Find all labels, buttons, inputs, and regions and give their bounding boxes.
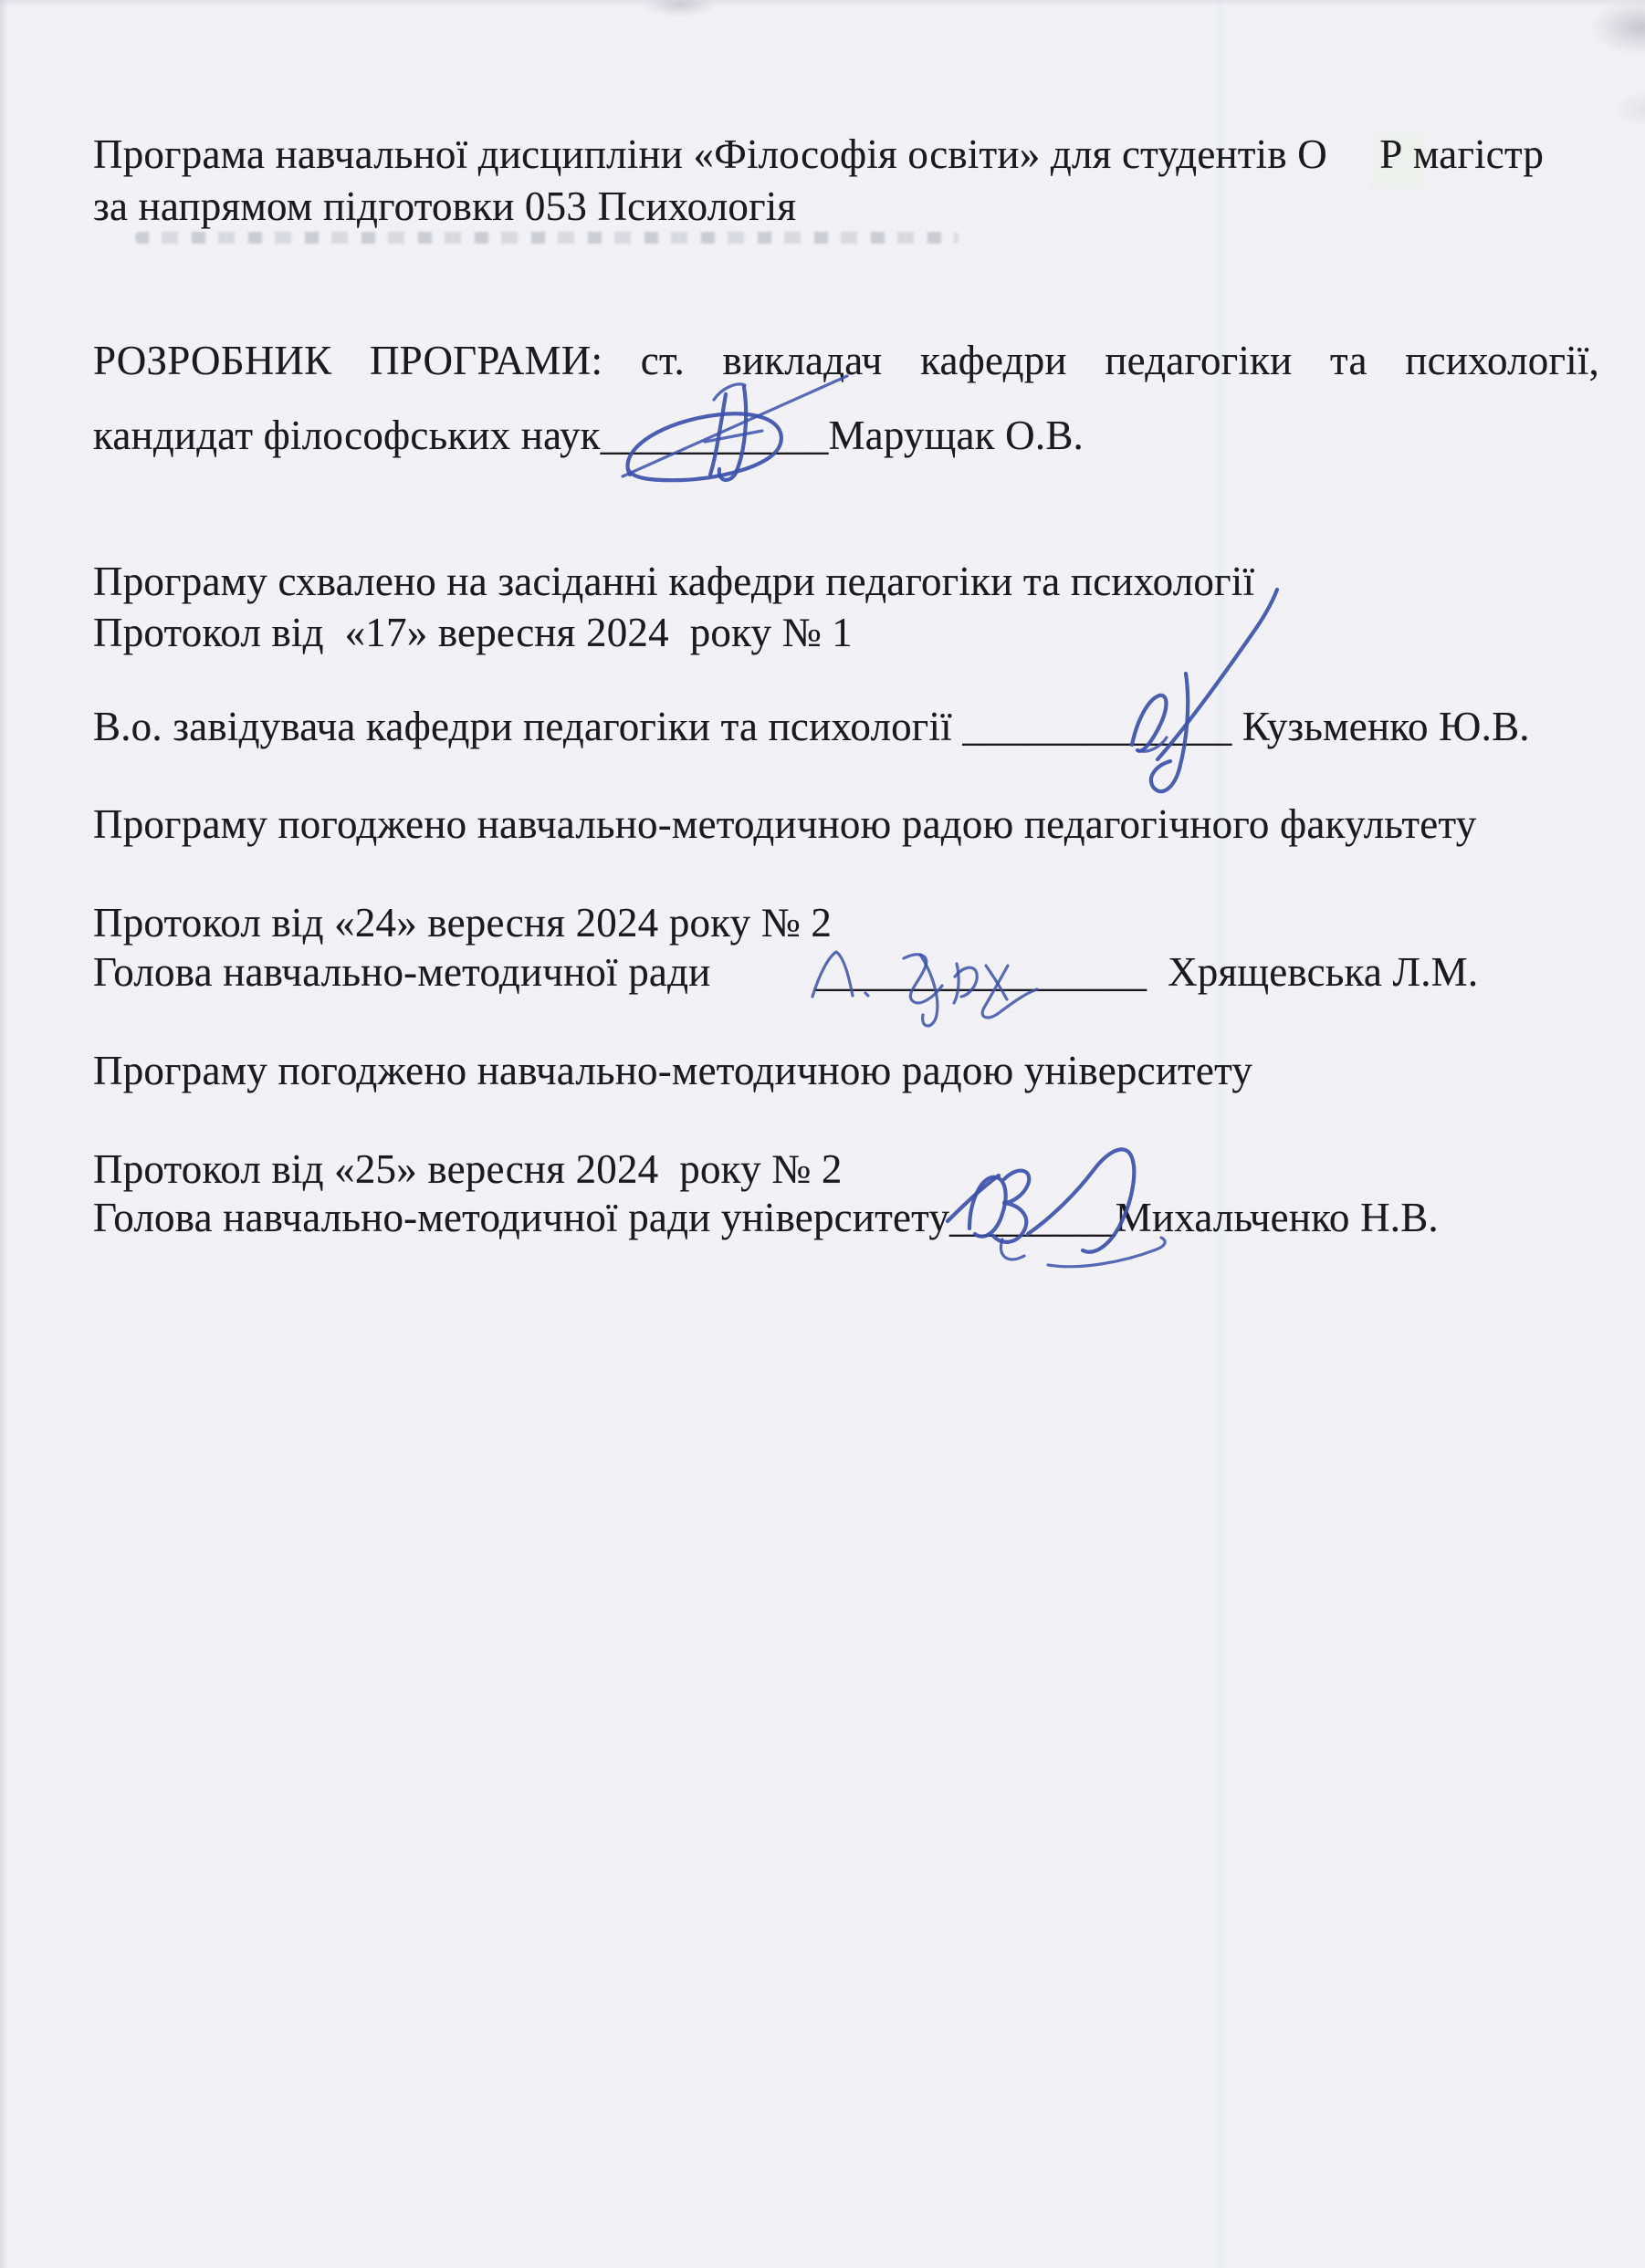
- faculty-approval-line: Програму погоджено навчально-методичною радою педагогічного факультету: [93, 801, 1477, 847]
- acting-head-signature-underline: _____________: [962, 704, 1232, 749]
- faculty-protocol-line: Протокол від «24» вересня 2024 року № 2: [93, 900, 833, 946]
- faculty-head-signature-underline: ________________: [710, 949, 1147, 995]
- department-approval-line: Програму схвалено на засіданні кафедри педагогіки та психології: [93, 559, 1255, 604]
- developer-signature-underline: ___________: [600, 413, 829, 458]
- faculty-head-label: Голова навчально-методичної ради: [93, 949, 711, 995]
- developer-name: Марущак О.В.: [828, 413, 1084, 458]
- title-line-1: Програма навчальної дисципліни «Філософія освіти» для студентів О Р магістр: [93, 131, 1545, 177]
- university-head-label: Голова навчально-методичної ради університету: [93, 1195, 950, 1240]
- university-protocol-line: Протокол від «25» вересня 2024 року № 2: [93, 1146, 843, 1192]
- faculty-head-name: Хрящевська Л.М.: [1147, 949, 1479, 995]
- university-head-name: Михальченко Н.В.: [1115, 1195, 1439, 1240]
- kuzmenko-signature-ink: [1132, 590, 1277, 791]
- faculty-head-signature-line: [93, 947, 1478, 997]
- developer-heading-line: РОЗРОБНИК ПРОГРАМИ: ст. викладач кафедри педагогіки та психології,: [93, 338, 1599, 383]
- acting-head-signature-line: [93, 702, 1530, 751]
- developer-signature-line: [93, 411, 1084, 460]
- university-approval-line: Програму погоджено навчально-методичною радою університету: [93, 1048, 1253, 1093]
- acting-head-label: В.о. завідувача кафедри педагогіки та психології: [93, 704, 963, 749]
- university-head-signature-line: [93, 1193, 1439, 1242]
- developer-degree-label: кандидат філософських наук: [93, 413, 601, 458]
- title-line-2: за напрямом підготовки 053 Психологія: [93, 183, 797, 229]
- university-head-signature-underline: ________: [949, 1195, 1116, 1240]
- acting-head-name: Кузьменко Ю.В.: [1231, 704, 1530, 749]
- bleed-through-mark: [135, 232, 959, 244]
- department-protocol-line: Протокол від «17» вересня 2024 року № 1: [93, 610, 853, 655]
